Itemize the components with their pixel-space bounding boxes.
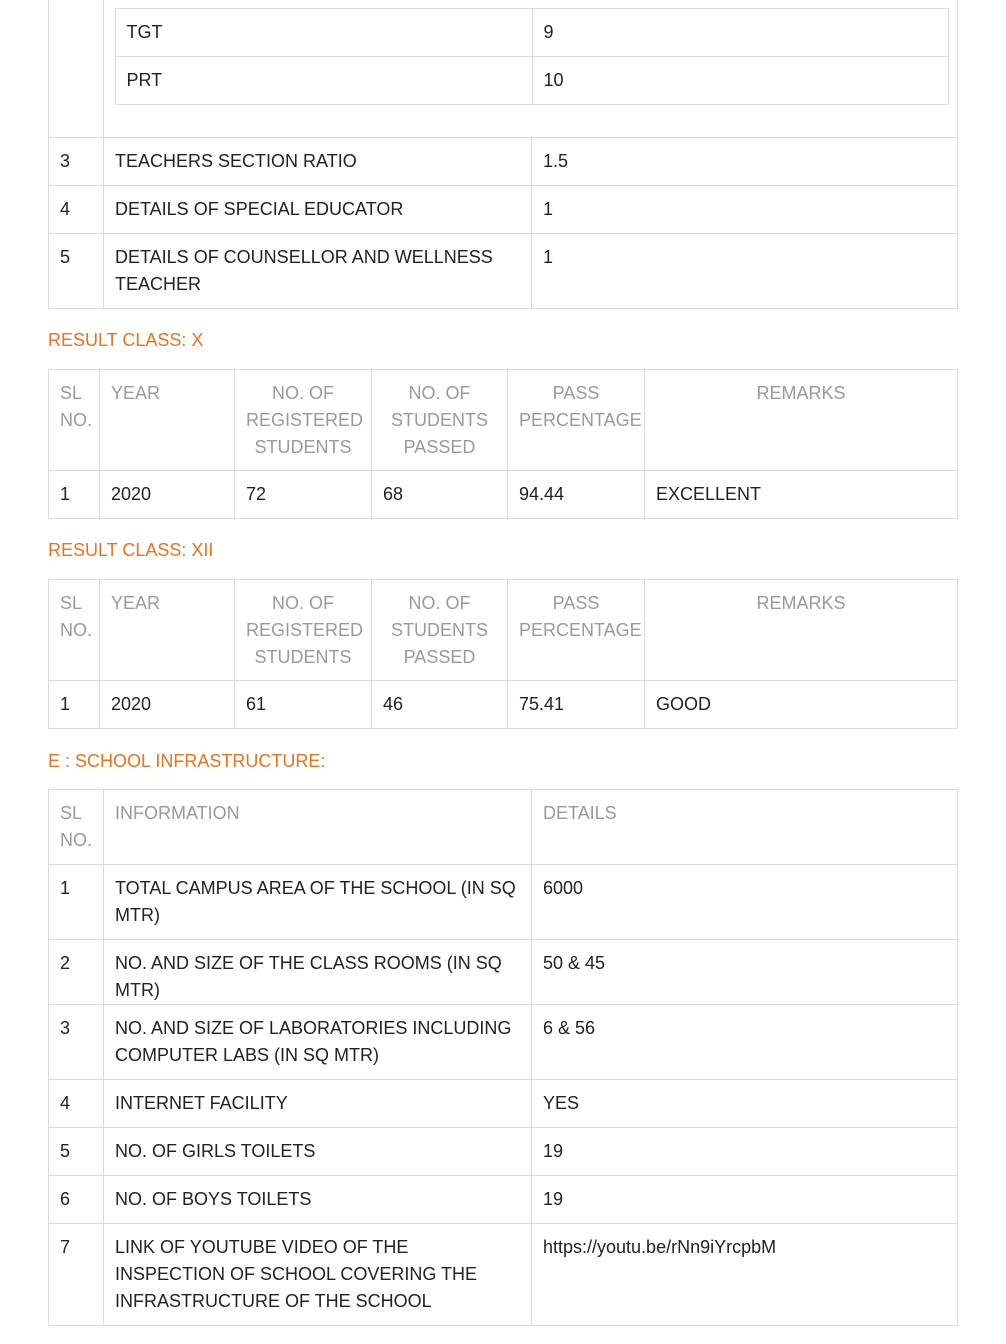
header-information: INFORMATION	[104, 790, 532, 865]
table-row	[49, 185, 958, 233]
table-cell: 1	[532, 233, 958, 308]
table-row	[115, 9, 948, 57]
table-cell: 3	[49, 1005, 104, 1080]
header-pass-percentage: PASS PERCENTAGE	[508, 370, 645, 471]
table-cell: 1	[49, 681, 100, 729]
table-cell: LINK OF YOUTUBE VIDEO OF THE INSPECTION OF SCHOOL COVERING THE INFRASTRUCTURE OF THE SCHOOL	[104, 1224, 532, 1326]
result-class-x-table	[48, 369, 958, 519]
header-remarks: REMARKS	[645, 370, 958, 471]
table-cell: EXCELLENT	[645, 471, 958, 519]
table-cell: 10	[532, 57, 948, 105]
table-cell: 2020	[100, 681, 235, 729]
table-header-row	[49, 580, 958, 681]
result-class-xii-heading: RESULT CLASS: XII	[48, 540, 214, 560]
table-row	[49, 681, 958, 729]
table-cell: INTERNET FACILITY	[104, 1080, 532, 1128]
table-cell: 1	[49, 865, 104, 940]
header-sl-no: SL NO.	[49, 580, 100, 681]
table-cell: NO. OF GIRLS TOILETS	[104, 1128, 532, 1176]
table-row	[49, 233, 958, 308]
table-cell: 94.44	[508, 471, 645, 519]
table-cell: DETAILS OF COUNSELLOR AND WELLNESS TEACHER	[104, 233, 532, 308]
staff-ratio-table	[48, 0, 958, 309]
table-cell: NO. AND SIZE OF LABORATORIES INCLUDING COMPUTER LABS (IN SQ MTR)	[104, 1005, 532, 1080]
header-passed: NO. OF STUDENTS PASSED	[372, 580, 508, 681]
table-cell: 19	[532, 1176, 958, 1224]
table-cell: 46	[372, 681, 508, 729]
school-infrastructure-heading: E : SCHOOL INFRASTRUCTURE:	[48, 751, 326, 771]
table-cell: 2	[49, 940, 104, 1005]
table-cell: 6	[49, 1176, 104, 1224]
table-cell: 61	[235, 681, 372, 729]
table-cell: 3	[49, 137, 104, 185]
header-year: YEAR	[100, 370, 235, 471]
table-cell: 68	[372, 471, 508, 519]
header-registered: NO. OF REGISTERED STUDENTS	[235, 580, 372, 681]
header-passed: NO. OF STUDENTS PASSED	[372, 370, 508, 471]
table-cell: 1	[532, 185, 958, 233]
table-header-row	[49, 370, 958, 471]
table-cell: GOOD	[645, 681, 958, 729]
table-cell: 2020	[100, 471, 235, 519]
table-row	[49, 471, 958, 519]
table-row	[49, 1176, 958, 1224]
table-cell: PRT	[115, 57, 532, 105]
table-cell: 19	[532, 1128, 958, 1176]
table-cell: 6 & 56	[532, 1005, 958, 1080]
table-row	[49, 1080, 958, 1128]
table-cell: TOTAL CAMPUS AREA OF THE SCHOOL (IN SQ MTR)	[104, 865, 532, 940]
table-cell: 50 & 45	[532, 940, 958, 1005]
nested-table-cell	[104, 0, 958, 137]
table-cell: 7	[49, 1224, 104, 1326]
header-year: YEAR	[100, 580, 235, 681]
table-row	[49, 1005, 958, 1080]
table-row	[115, 57, 948, 105]
result-class-x-heading: RESULT CLASS: X	[48, 330, 204, 350]
header-pass-percentage: PASS PERCENTAGE	[508, 580, 645, 681]
result-class-xii-table	[48, 579, 958, 729]
table-row	[49, 940, 958, 1005]
table-cell: 5	[49, 1128, 104, 1176]
table-cell: 4	[49, 185, 104, 233]
table-cell: 1	[49, 471, 100, 519]
table-cell: DETAILS OF SPECIAL EDUCATOR	[104, 185, 532, 233]
table-cell: TGT	[115, 9, 532, 57]
table-cell: NO. OF BOYS TOILETS	[104, 1176, 532, 1224]
table-cell: TEACHERS SECTION RATIO	[104, 137, 532, 185]
header-details: DETAILS	[532, 790, 958, 865]
table-row	[49, 0, 958, 137]
table-cell: 4	[49, 1080, 104, 1128]
header-sl-no: SL NO.	[49, 790, 104, 865]
table-cell: 75.41	[508, 681, 645, 729]
table-header-row	[49, 790, 958, 865]
table-row	[49, 865, 958, 940]
header-sl-no: SL NO.	[49, 370, 100, 471]
table-cell	[49, 0, 104, 137]
table-cell: 72	[235, 471, 372, 519]
table-cell: NO. AND SIZE OF THE CLASS ROOMS (IN SQ MTR)	[104, 940, 532, 1005]
table-row	[49, 1128, 958, 1176]
nested-staff-table	[115, 8, 949, 105]
header-registered: NO. OF REGISTERED STUDENTS	[235, 370, 372, 471]
table-cell: YES	[532, 1080, 958, 1128]
table-cell: 5	[49, 233, 104, 308]
table-row	[49, 1224, 958, 1326]
table-cell: 6000	[532, 865, 958, 940]
header-remarks: REMARKS	[645, 580, 958, 681]
table-cell: 1.5	[532, 137, 958, 185]
table-cell: 9	[532, 9, 948, 57]
school-infrastructure-table	[48, 789, 958, 1326]
table-row	[49, 137, 958, 185]
youtube-link[interactable]: https://youtu.be/rNn9iYrcpbM	[532, 1224, 958, 1326]
